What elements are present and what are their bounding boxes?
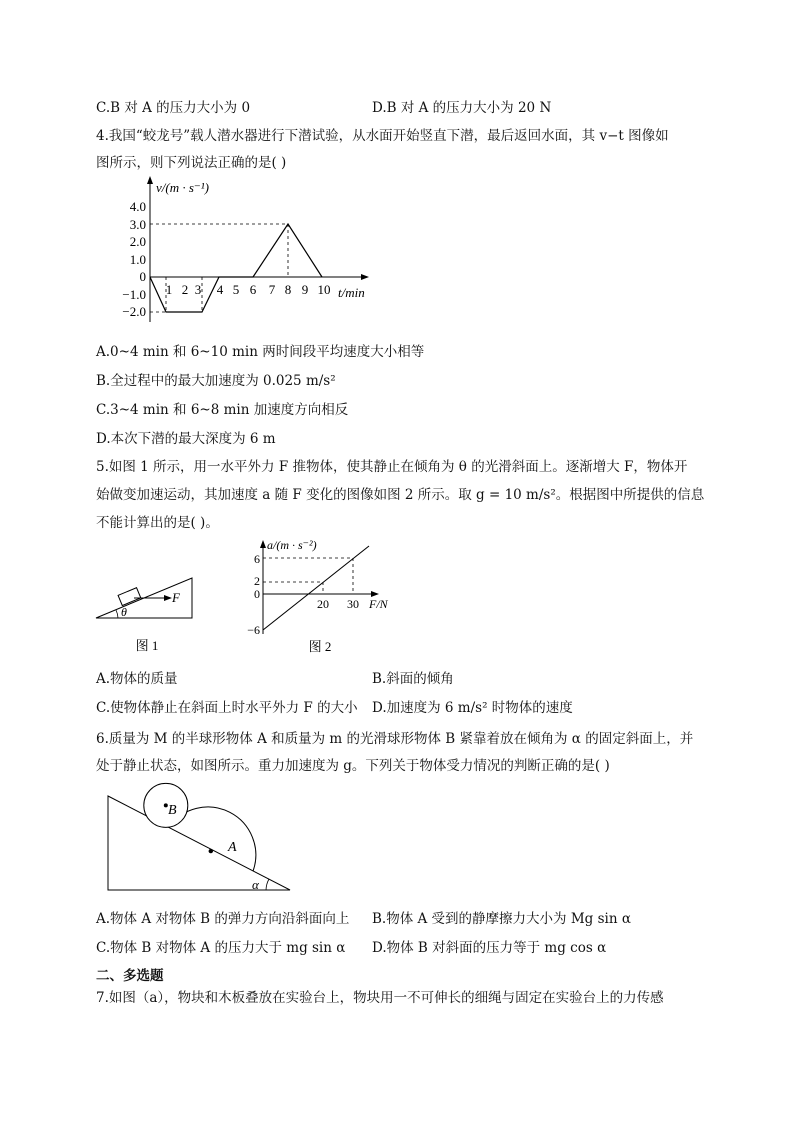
q4-xtick: 9 — [301, 282, 309, 297]
q4-ytick: 3.0 — [129, 217, 146, 232]
q6-option-b: B.物体 A 受到的静摩擦力大小为 Mg sin α — [372, 911, 631, 927]
q4-option-b: B.全过程中的最大加速度为 0.025 m/s² — [96, 373, 336, 389]
q5-fig2-ytick: −6 — [247, 623, 260, 637]
q4-ylabel: v/(m · s⁻¹) — [156, 180, 209, 195]
q4-xtick: 2 — [181, 282, 189, 297]
q6-label-alpha: α — [252, 877, 259, 892]
q5-fig2-ylabel: a/(m · s⁻²) — [267, 538, 317, 552]
q4-stem-line1: 4.我国“蛟龙号”载人潜水器进行下潜试验，从水面开始竖直下潜，最后返回水面，其 v−t 图像如 — [96, 128, 669, 144]
q5-figure2 — [245, 538, 410, 656]
q4-xtick: 10 — [317, 282, 331, 297]
q5-fig2-xtick: 20 — [317, 597, 329, 611]
q5-fig2-ytick: 2 — [254, 574, 260, 588]
q4-option-d: D.本次下潜的最大深度为 6 m — [96, 431, 276, 447]
q4-ytick: 4.0 — [129, 199, 146, 214]
q4-ytick: 0 — [139, 269, 146, 284]
q4-vt-graph — [110, 172, 400, 332]
q7-stem-line1: 7.如图（a），物块和木板叠放在实验台上，物块用一不可伸长的细绳与固定在实验台上的力传感 — [96, 990, 664, 1006]
q3-option-d: D.B 对 A 的压力大小为 20 N — [372, 100, 552, 116]
q4-xtick: 8 — [284, 282, 292, 297]
q4-xtick: 6 — [249, 282, 257, 297]
q6-label-b: B — [168, 803, 177, 818]
q5-option-d: D.加速度为 6 m/s² 时物体的速度 — [372, 700, 573, 716]
q5-option-c: C.使物体静止在斜面上时水平外力 F 的大小 — [96, 700, 358, 716]
q5-fig1-force: F — [172, 590, 180, 605]
q5-option-a: A.物体的质量 — [96, 671, 178, 687]
q6-option-c: C.物体 B 对物体 A 的压力大于 mg sin α — [96, 940, 346, 956]
q4-xlabel: t/min — [338, 285, 365, 300]
q4-option-a: A.0~4 min 和 6~10 min 两时间段平均速度大小相等 — [96, 344, 425, 360]
q5-stem-line1: 5.如图 1 所示，用一水平外力 F 推物体，使其静止在倾角为 θ 的光滑斜面上。逐渐增大 F，物体开 — [96, 459, 688, 475]
q6-figure — [100, 778, 300, 896]
q5-figure1 — [92, 570, 202, 660]
q4-xtick: 4 — [216, 282, 224, 297]
q4-ytick: 1.0 — [129, 252, 146, 267]
q5-fig2-ytick: 0 — [254, 587, 260, 601]
section2-title: 二、多选题 — [96, 968, 164, 984]
q5-fig2-xlabel: F/N — [369, 597, 388, 611]
q5-fig2-ytick: 6 — [254, 552, 260, 566]
q4-xtick: 3 — [194, 282, 202, 297]
q5-stem-line2: 始做变加速运动，其加速度 a 随 F 变化的图像如图 2 所示。取 g = 10 m/s²。根据图中所提供的信息 — [96, 487, 705, 503]
q4-ytick: −2.0 — [122, 304, 146, 319]
q4-ytick: −1.0 — [122, 287, 146, 302]
q5-option-b: B.斜面的倾角 — [372, 671, 454, 687]
q4-xtick: 5 — [232, 282, 240, 297]
q4-ytick: 2.0 — [129, 234, 146, 249]
q6-stem-line2: 处于静止状态，如图所示。重力加速度为 g。下列关于物体受力情况的判断正确的是( ) — [96, 758, 610, 774]
q4-xtick: 1 — [165, 282, 173, 297]
q5-fig2-caption: 图 2 — [308, 639, 332, 654]
q5-fig2-xtick: 30 — [347, 597, 359, 611]
q6-option-a: A.物体 A 对物体 B 的弹力方向沿斜面向上 — [96, 911, 350, 927]
q4-xtick: 7 — [268, 282, 276, 297]
q5-fig1-angle: θ — [121, 605, 127, 619]
q4-vt-line — [150, 224, 322, 312]
q4-stem-line2: 图所示，则下列说法正确的是( ) — [96, 155, 287, 171]
q3-option-c: C.B 对 A 的压力大小为 0 — [96, 100, 251, 116]
q4-option-c: C.3~4 min 和 6~8 min 加速度方向相反 — [96, 402, 349, 418]
q6-stem-line1: 6.质量为 M 的半球形物体 A 和质量为 m 的光滑球形物体 B 紧靠着放在倾角为 α 的固定斜面上，并 — [96, 731, 694, 747]
q5-stem-line3: 不能计算出的是( )。 — [96, 515, 219, 531]
q6-label-a: A — [228, 840, 237, 855]
q6-option-d: D.物体 B 对斜面的压力等于 mg cos α — [372, 940, 607, 956]
q5-fig1-caption: 图 1 — [135, 638, 159, 653]
